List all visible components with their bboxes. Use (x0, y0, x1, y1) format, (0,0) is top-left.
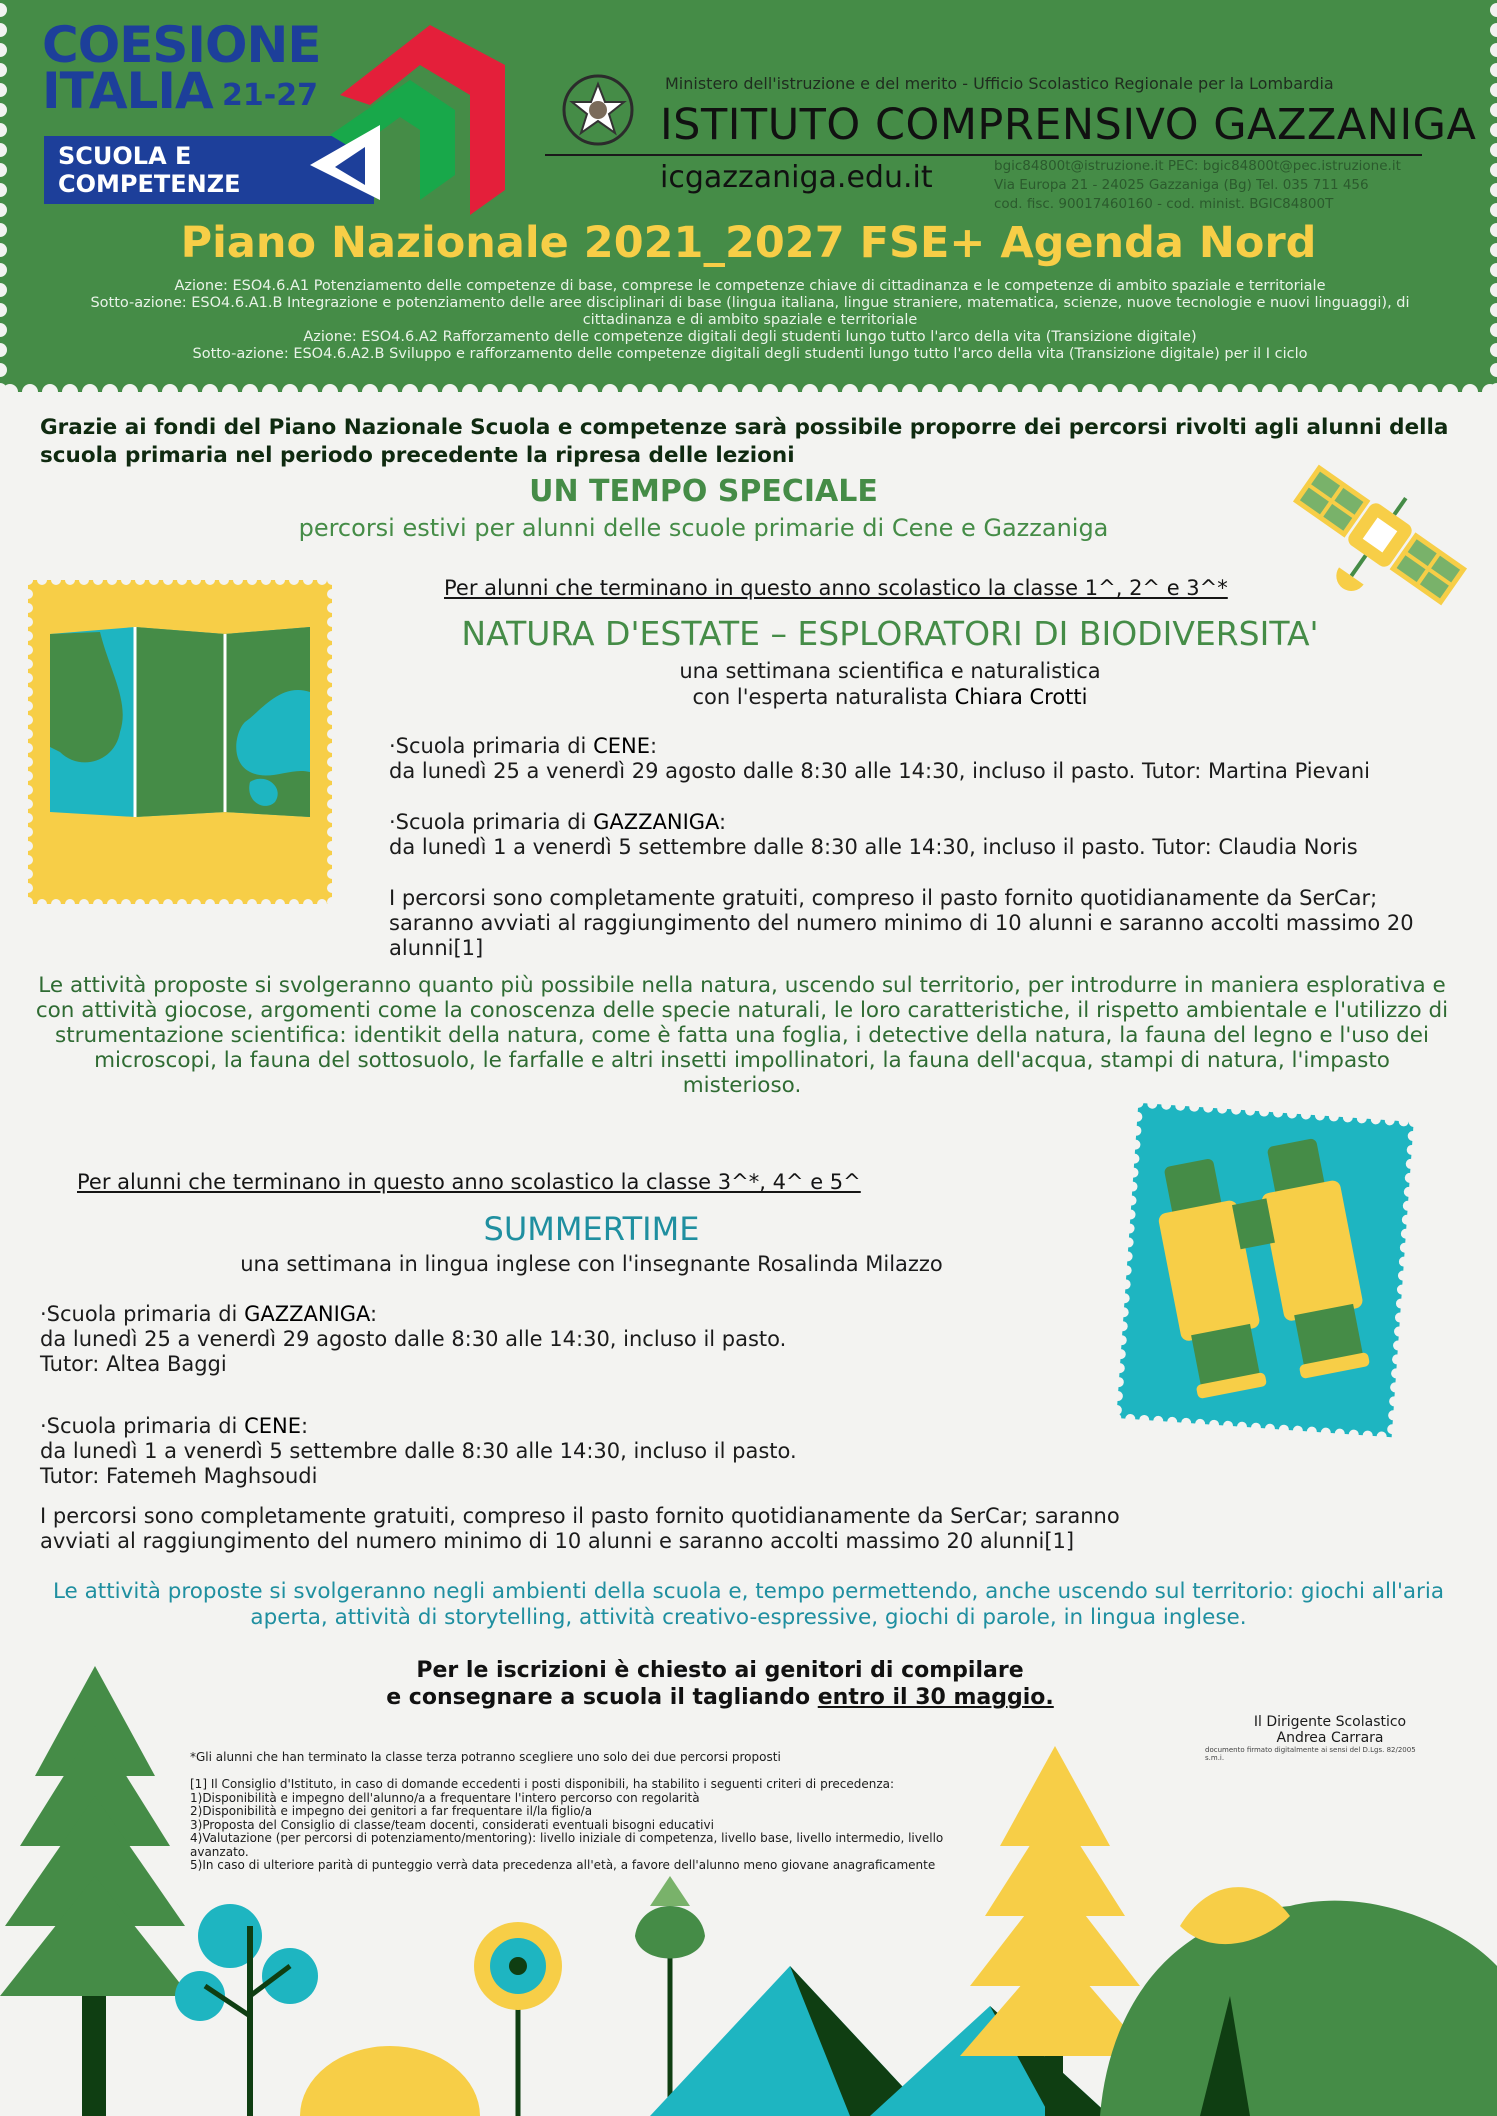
scallop (23, 785, 33, 795)
scallop (0, 83, 7, 97)
scallop (327, 855, 337, 865)
scallop (37, 899, 47, 909)
scallop (93, 899, 103, 909)
scallop (23, 645, 33, 655)
scallop (23, 771, 33, 781)
scallop (219, 899, 229, 909)
scallop (163, 899, 173, 909)
scallop (1490, 123, 1497, 137)
scallop (23, 603, 33, 613)
map-stamp-icon (20, 572, 340, 912)
school-name: ISTITUTO COMPRENSIVO GAZZANIGA (660, 100, 1477, 150)
scallop (23, 659, 33, 669)
scallop (327, 841, 337, 851)
scallop (327, 645, 337, 655)
scallop (0, 43, 7, 57)
coesione-logo-years: 21-27 (222, 78, 318, 113)
signature-note: documento firmato digitalmente ai sensi del D.Lgs. 82/2005 s.m.i. (1205, 1746, 1416, 1762)
school-contacts: bgic84800t@istruzione.it PEC: bgic84800t@pec.istruzione.it Via Europa 21 - 24025 Gazzaniga (Bg) Tel. 035 711 456 cod. fisc. 90017460160 - cod. minist. BGIC84800T (994, 158, 1401, 212)
scallop (327, 897, 337, 907)
scallop (327, 827, 337, 837)
scallop (0, 23, 7, 37)
scallop (37, 575, 47, 585)
scallop (247, 575, 257, 585)
course2-gazzaniga-schedule: ·Scuola primaria di GAZZANIGA: da lunedì 25 a venerdì 29 agosto dalle 8:30 alle 14:30, incluso il pasto. Tutor: Altea Baggi (40, 1302, 787, 1376)
scallop (1490, 283, 1497, 297)
scallop (327, 701, 337, 711)
scallop (23, 827, 33, 837)
scallop (0, 63, 7, 77)
footnote-star: *Gli alunni che han terminato la classe terza potranno scegliere uno solo dei due percorsi proposti (190, 1750, 781, 1764)
plan-title: Piano Nazionale 2021_2027 FSE+ Agenda Nord (180, 218, 1317, 268)
course1-free-note: I percorsi sono completamente gratuiti, compreso il pasto fornito quotidianamente da SerCar; saranno avviati al raggiungimento del numero minimo di 10 alunni e saranno accolti massimo 20 alunni[1] (389, 886, 1414, 960)
scallop (177, 899, 187, 909)
ministry-line: Ministero dell'istruzione e del merito - Ufficio Scolastico Regionale per la Lombardia (665, 74, 1334, 93)
scallop (149, 899, 159, 909)
scallop (327, 575, 337, 585)
scallop (327, 589, 337, 599)
scallop (23, 589, 33, 599)
course1-cene-schedule: ·Scuola primaria di CENE: da lunedì 25 a venerdì 29 agosto dalle 8:30 alle 14:30, incluso il pasto. Tutor: Martina Pievani (389, 734, 1370, 783)
scallop (1490, 3, 1497, 17)
landscape-illustration (0, 1666, 1497, 2116)
scallop (261, 899, 271, 909)
course1-subtitle: una settimana scientifica e naturalistica con l'esperta naturalista Chiara Crotti (679, 659, 1101, 709)
section-title: UN TEMPO SPECIALE (529, 474, 878, 509)
satellite-icon (1290, 460, 1470, 610)
scallop (23, 757, 33, 767)
scallop (107, 575, 117, 585)
scallop (79, 899, 89, 909)
scallop (219, 575, 229, 585)
scallop (23, 897, 33, 907)
scallop (0, 363, 7, 377)
course1-gazzaniga-schedule: ·Scuola primaria di GAZZANIGA: da lunedì 1 a venerdì 5 settembre dalle 8:30 alle 14:30, incluso il pasto. Tutor: Claudia Noris (389, 810, 1358, 859)
scallop (1490, 163, 1497, 177)
scallop (79, 575, 89, 585)
scallop (261, 575, 271, 585)
scallop (303, 899, 313, 909)
scallop (0, 303, 7, 317)
scallop (23, 701, 33, 711)
scallop (23, 813, 33, 823)
scallop (327, 883, 337, 893)
scallop (51, 899, 61, 909)
scallop (23, 841, 33, 851)
course2-subtitle: una settimana in lingua inglese con l'insegnante Rosalinda Milazzo (240, 1252, 943, 1276)
course1-description: Le attività proposte si svolgeranno quanto più possibile nella natura, uscendo sul territorio, per introdurre in maniera esplorativa e con attività giocose, argomenti come la conoscenza delle specie naturali, le loro caratteristiche, il rispetto ambientale e l'utilizzo di strumentazione scientifica: identikit della natura, come è fatta una foglia, i detective della natura, la fauna del legno e l'uso dei microscopi, la fauna del sottosuolo, le farfalle e altri insetti impollinatori, la fauna dell'acqua, stampi di natura, l'impasto misterioso. (35, 973, 1449, 1098)
scallop (327, 603, 337, 613)
scallop (121, 575, 131, 585)
scallop (0, 183, 7, 197)
scallop (317, 899, 327, 909)
scallop (327, 659, 337, 669)
scallop (275, 899, 285, 909)
republic-emblem-icon (558, 70, 638, 150)
course2-cene-schedule: ·Scuola primaria di CENE: da lunedì 1 a venerdì 5 settembre dalle 8:30 alle 14:30, incluso il pasto. Tutor: Fatemeh Maghsoudi (40, 1414, 797, 1488)
scallop (51, 575, 61, 585)
scallop (275, 575, 285, 585)
scallop (1490, 63, 1497, 77)
scallop (1490, 103, 1497, 117)
scallop (23, 575, 33, 585)
scallop (65, 575, 75, 585)
scallop (135, 575, 145, 585)
scallop (65, 899, 75, 909)
course2-free-note: I percorsi sono completamente gratuiti, compreso il pasto fornito quotidianamente da SerCar; saranno avviati al raggiungimento del numero minimo di 10 alunni e saranno accolti massimo 20 alunni[1] (40, 1504, 1120, 1553)
scallop (177, 575, 187, 585)
scallop (1490, 183, 1497, 197)
scallop (205, 899, 215, 909)
scallop (327, 617, 337, 627)
scallop (93, 575, 103, 585)
scallop (0, 3, 7, 17)
scallop (107, 899, 117, 909)
school-website[interactable]: icgazzaniga.edu.it (660, 160, 933, 195)
scallop (191, 899, 201, 909)
scallop (327, 687, 337, 697)
scallop (233, 899, 243, 909)
scallop (23, 673, 33, 683)
scallop (0, 123, 7, 137)
scallop (1490, 23, 1497, 37)
scallop (0, 103, 7, 117)
scallop (327, 631, 337, 641)
signature-block: Il Dirigente Scolastico Andrea Carrara (1253, 1714, 1407, 1746)
footnotes: [1] Il Consiglio d'Istituto, in caso di domande eccedenti i posti disponibili, ha stabilito i seguenti criteri di precedenza: 1)Disponibilità e impegno dell'alunno/a a frequentare l'intero percorso con regolarità 2)Disponibilità e impegno dei genitori a far frequentare il/la figlio/a 3)Proposta del Consiglio di classe/team docenti, considerati eventuali bisogni educativi 4)Valutazione (per percorsi di potenziamento/mentoring): livello iniziale di competenza, livello base, livello intermedio, livello avanzato. 5)In caso di ulteriore parità di punteggio verrà data precedenza all'età, a favore dell'alunno meno giovane anagraficamente (190, 1777, 944, 1872)
course2-target: Per alunni che terminano in questo anno scolastico la classe 3^*, 4^ e 5^ (77, 1170, 861, 1194)
scallop (327, 715, 337, 725)
scallop (327, 785, 337, 795)
scallop (327, 799, 337, 809)
scallop (23, 743, 33, 753)
course2-description: Le attività proposte si svolgeranno negli ambienti della scuola e, tempo permettendo, anche uscendo sul territorio: giochi all'aria aperta, attività di storytelling, attività creativo-espressive, giochi di parole, in lingua inglese. (52, 1579, 1445, 1630)
scallop (23, 715, 33, 725)
scallop (0, 203, 7, 217)
scallop (327, 869, 337, 879)
plan-actions: Azione: ESO4.6.A1 Potenziamento delle competenze di base, comprese le competenze chiave di cittadinanza e le competenze di ambito spaziale e territoriale Sotto-azione: ESO4.6.A1.B Integrazione e potenziamento delle aree disciplinari di base (lingua italiana, lingue straniere, matematica, scienze, nuove tecnologie e nuovi linguaggi), di cittadinanza e di ambito spaziale e territoriale Azione: ESO4.6.A2 Rafforzamento delle competenze digitali degli studenti lungo tutto l'arco della vita (Transizione digitale) Sotto-azione: ESO4.6.A2.B Sviluppo e rafforzamento delle competenze digitali degli studenti lungo tutto l'arco della vita (Transizione digitale) per il I ciclo (90, 278, 1410, 362)
scallop (23, 617, 33, 627)
scallop (1490, 363, 1497, 377)
scallop (233, 575, 243, 585)
scallop (327, 757, 337, 767)
course2-title: SUMMERTIME (483, 1210, 700, 1248)
scallop (327, 673, 337, 683)
scallop (191, 575, 201, 585)
scallop (23, 631, 33, 641)
scallop (289, 575, 299, 585)
course1-target: Per alunni che terminano in questo anno scolastico la classe 1^, 2^ e 3^* (444, 576, 1228, 600)
scallop (23, 687, 33, 697)
section-subtitle: percorsi estivi per alunni delle scuole primarie di Cene e Gazzaniga (298, 514, 1109, 542)
scallop (1490, 303, 1497, 317)
scallop (0, 283, 7, 297)
scallop (0, 343, 7, 357)
registration-notice: Per le iscrizioni è chiesto ai genitori di compilare e consegnare a scuola il tagliando entro il 30 maggio. (386, 1658, 1054, 1710)
scallop (1490, 43, 1497, 57)
scallop (135, 899, 145, 909)
scallop (149, 575, 159, 585)
scallop (1490, 143, 1497, 157)
expert-name: Chiara Crotti (954, 685, 1088, 709)
scallop (23, 869, 33, 879)
coesione-chevron-icon (310, 25, 510, 215)
registration-deadline: entro il 30 maggio. (817, 1685, 1054, 1710)
scallop (1490, 83, 1497, 97)
scallop (327, 771, 337, 781)
scallop (327, 729, 337, 739)
divider (545, 154, 1422, 156)
intro-text: Grazie ai fondi del Piano Nazionale Scuola e competenze sarà possibile proporre dei percorsi rivolti agli alunni della scuola primaria nel periodo precedente la ripresa delle lezioni (40, 415, 1449, 468)
scallop (205, 575, 215, 585)
scallop (1490, 343, 1497, 357)
coesione-logo-text: COESIONE ITALIA (42, 16, 321, 120)
scallop (303, 575, 313, 585)
scallop (0, 143, 7, 157)
scallop (289, 899, 299, 909)
scallop (317, 575, 327, 585)
scallop (163, 575, 173, 585)
course1-title: NATURA D'ESTATE – ESPLORATORI DI BIODIVERSITA' (461, 614, 1319, 653)
scallop (23, 855, 33, 865)
scallop (1490, 203, 1497, 217)
scallop (23, 729, 33, 739)
scallop (121, 899, 131, 909)
scallop (247, 899, 257, 909)
scallop (0, 323, 7, 337)
scallop (0, 163, 7, 177)
scallop (1490, 323, 1497, 337)
scallop (327, 743, 337, 753)
scallop (23, 799, 33, 809)
scallop (327, 813, 337, 823)
logo-band-text: SCUOLA E COMPETENZE (58, 142, 241, 198)
scallop (23, 883, 33, 893)
